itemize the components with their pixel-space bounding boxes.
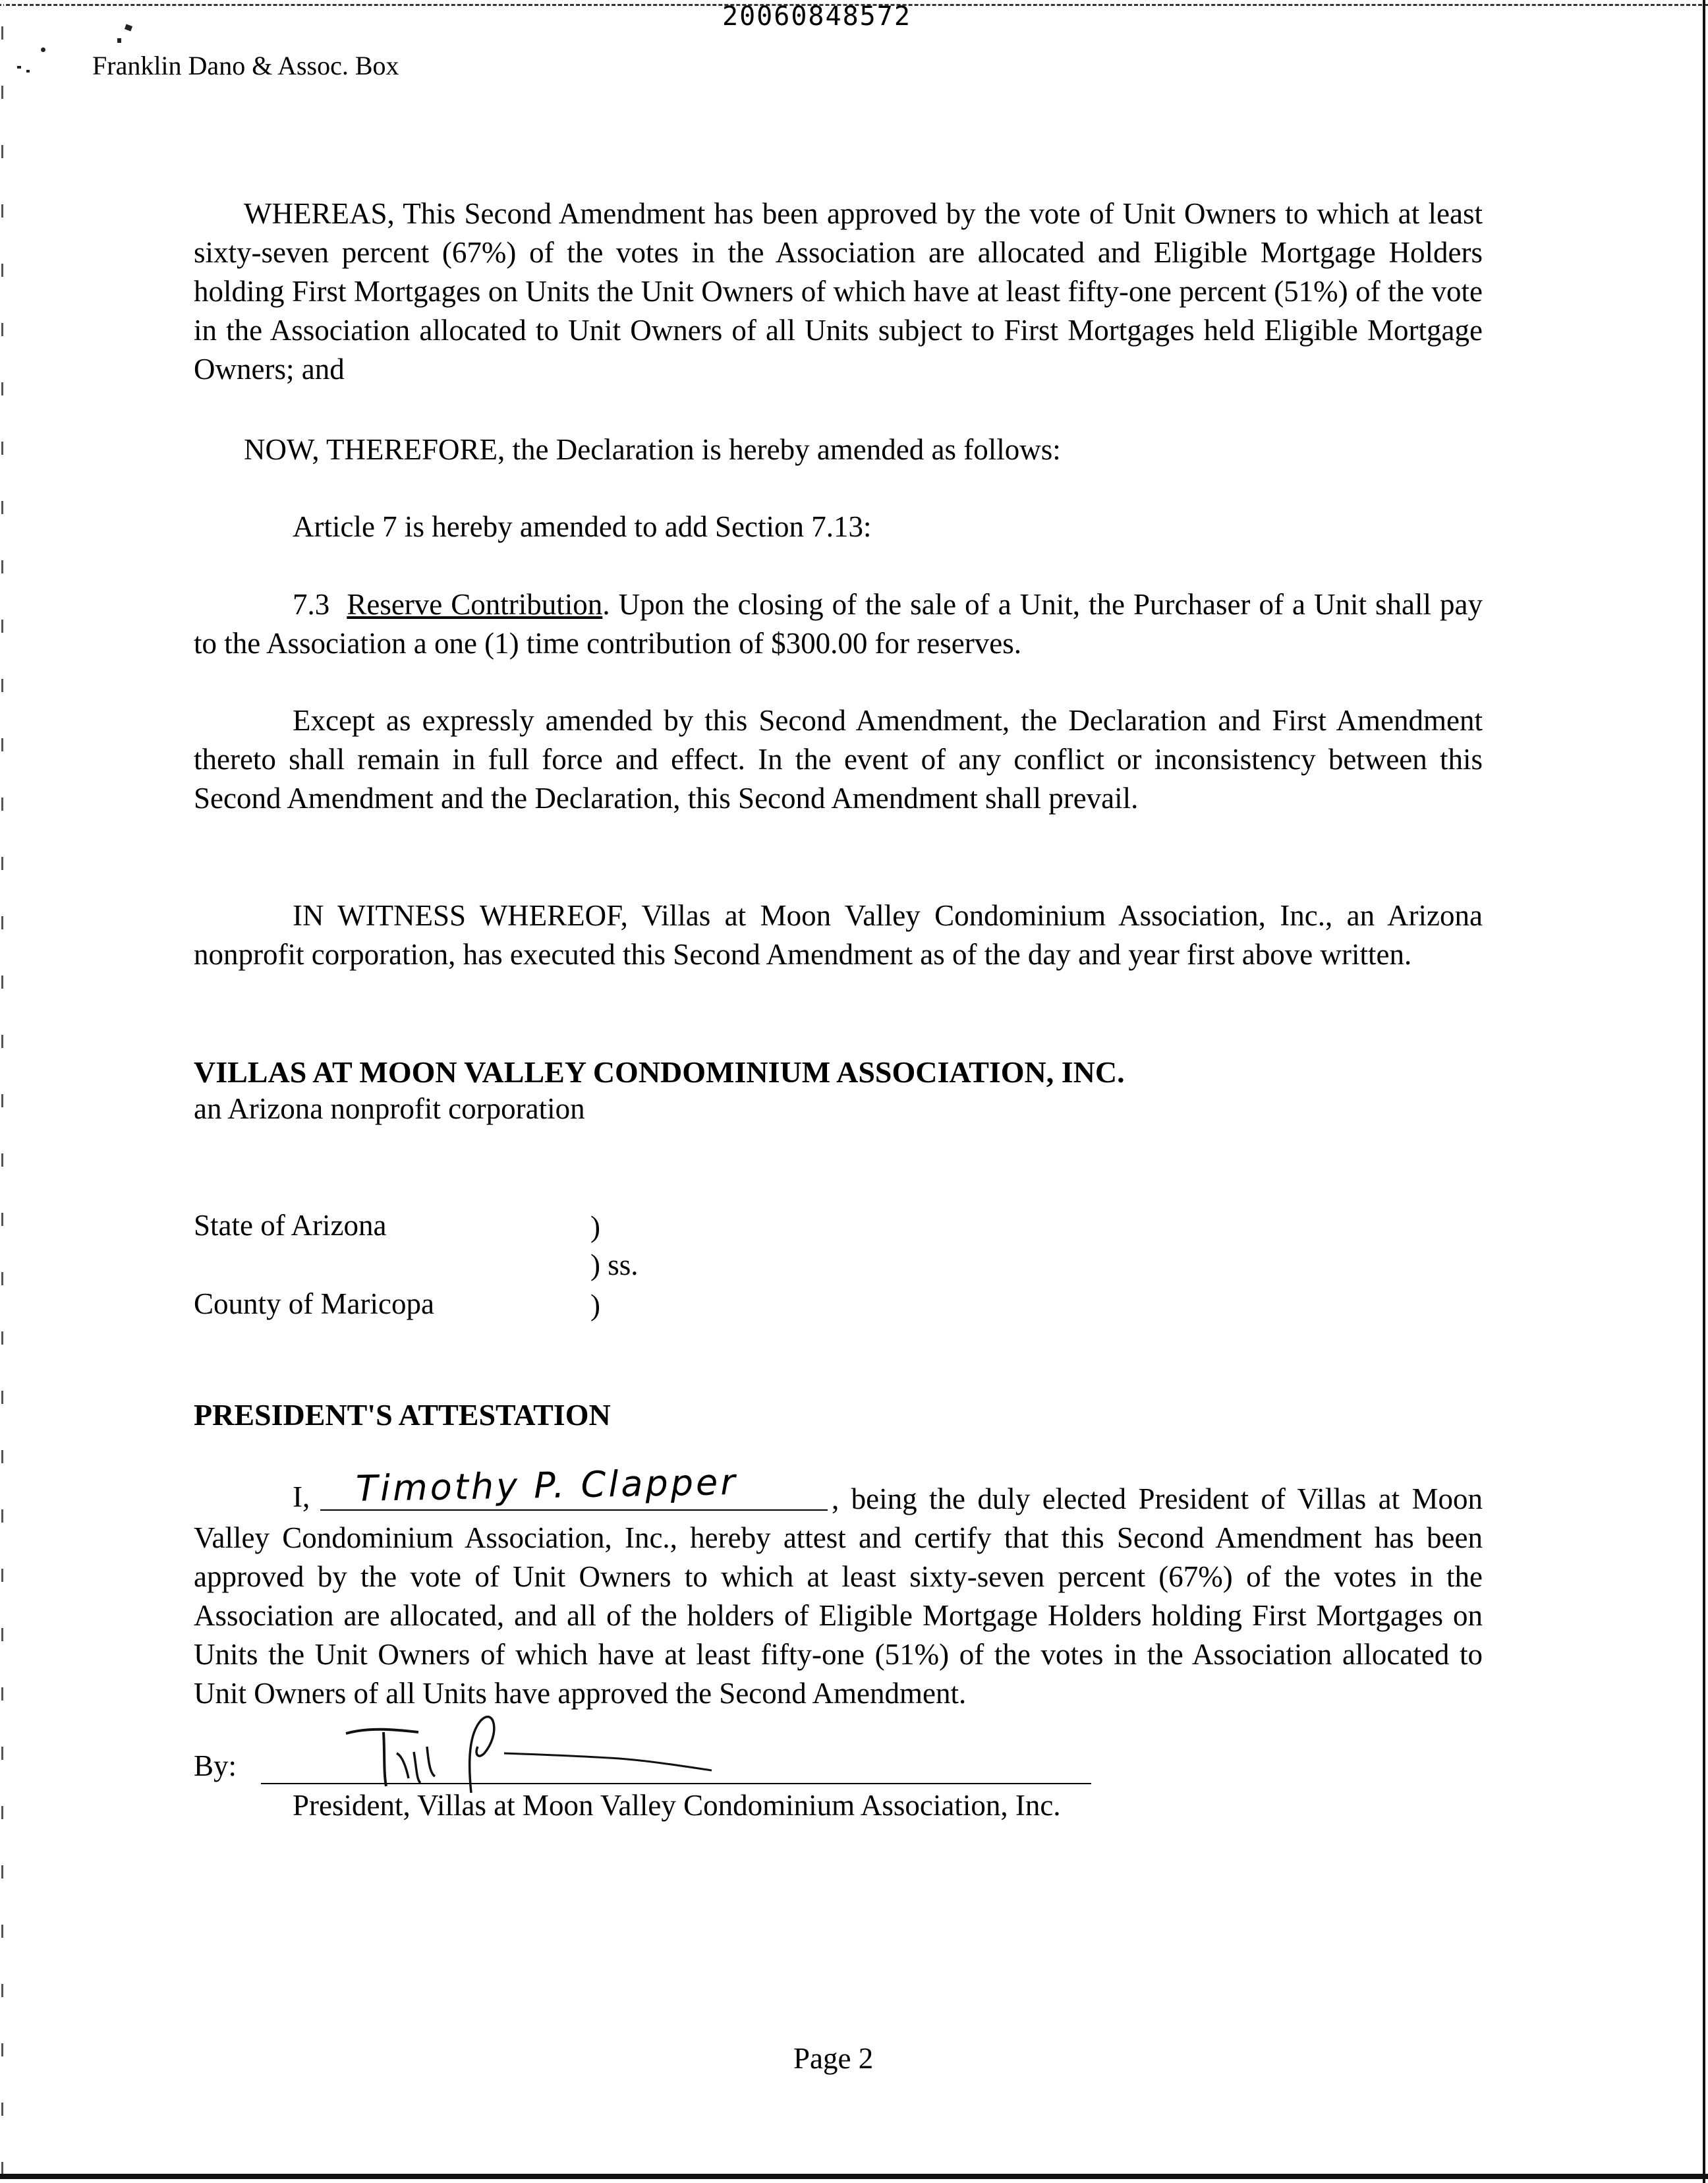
attestation-lead: I, [293, 1480, 310, 1513]
signature-stroke [384, 1732, 386, 1786]
entity-name: VILLAS AT MOON VALLEY CONDOMINIUM ASSOCIATION, INC. [194, 1055, 1125, 1089]
scan-speck [26, 70, 30, 73]
scan-speck [41, 47, 45, 52]
witness-paragraph: IN WITNESS WHEREOF, Villas at Moon Valley Condominium Association, Inc., an Arizona nonprofit corporation, has executed this Second Amendment as of the day and year first above written. [194, 899, 1483, 971]
entity-description: an Arizona nonprofit corporation [194, 1092, 585, 1125]
attestation-body: , being the duly elected President of Villas at Moon Valley Condominium Association, Inc., hereby attest and certify that this Second Amendment has been approved by the vote of Unit Owners to which at least sixty-seven percent (67%) of the votes in the Association are allocated, and all of the holders of Eligible Mortgage Holders holding First Mortgages on Units the Unit Owners of which have at least fifty-one (51%) of the votes in the Association allocated to Unit Owners of all Units have approved the Second Amendment. [194, 1482, 1483, 1710]
article-paragraph: Article 7 is hereby amended to add Section 7.13: [293, 510, 872, 543]
venue-paren-close: ) [590, 1289, 600, 1322]
signer-name-handwritten: Timothy P. Clapper [355, 1461, 738, 1510]
venue-paren-open: ) [590, 1210, 600, 1243]
section-paragraph [194, 585, 1483, 663]
venue-ss: ) ss. [590, 1248, 639, 1281]
section-text: . Upon the closing of the sale of a Unit, the Purchaser of a Unit shall pay to the Association a one (1) time contribution of $300.00 for reserves. [194, 588, 1483, 660]
bottom-scan-edge [0, 2174, 1708, 2179]
signature-stroke [470, 1717, 494, 1793]
attestation-heading: PRESIDENT'S ATTESTATION [194, 1398, 611, 1432]
left-scan-marks [1, 0, 3, 2183]
right-scan-edge [1703, 0, 1705, 2183]
section-number: 7.3 [293, 588, 330, 621]
scan-speck [117, 38, 121, 43]
signature-stroke [504, 1753, 712, 1770]
signature-stroke [346, 1730, 418, 1733]
venue-state: State of Arizona [194, 1209, 387, 1242]
scan-speck [125, 24, 132, 32]
signature-title: President, Villas at Moon Valley Condominium Association, Inc. [293, 1789, 1061, 1822]
by-label: By: [194, 1749, 237, 1782]
except-paragraph: Except as expressly amended by this Second Amendment, the Declaration and First Amendment thereto shall remain in full force and effect. In the event of any conflict or inconsistency between this Second Amendment and the Declaration, this Second Amendment shall prevail. [194, 704, 1483, 815]
section-title: Reserve Contribution [347, 588, 603, 621]
page-number: Page 2 [793, 2042, 874, 2075]
whereas-paragraph: WHEREAS, This Second Amendment has been approved by the vote of Unit Owners to which at least sixty-seven percent (67%) of the votes in the Association are allocated and Eligible Mortgage Holders holding First Mortgages on Units the Unit Owners of which have at least fifty-one percent (51%) of the vote in the Association allocated to Unit Owners of all Units subject to First Mortgages held Eligible Mortgage Owners; and [194, 197, 1483, 386]
now-therefore-paragraph: NOW, THEREFORE, the Declaration is hereby amended as follows: [244, 433, 1061, 466]
venue-county: County of Maricopa [194, 1287, 434, 1320]
signature-stroke [397, 1747, 435, 1783]
signature-image [343, 1707, 751, 1793]
scan-speck [17, 66, 21, 69]
document-number: 20060848572 [722, 1, 911, 32]
header-note: Franklin Dano & Assoc. Box [92, 51, 399, 80]
